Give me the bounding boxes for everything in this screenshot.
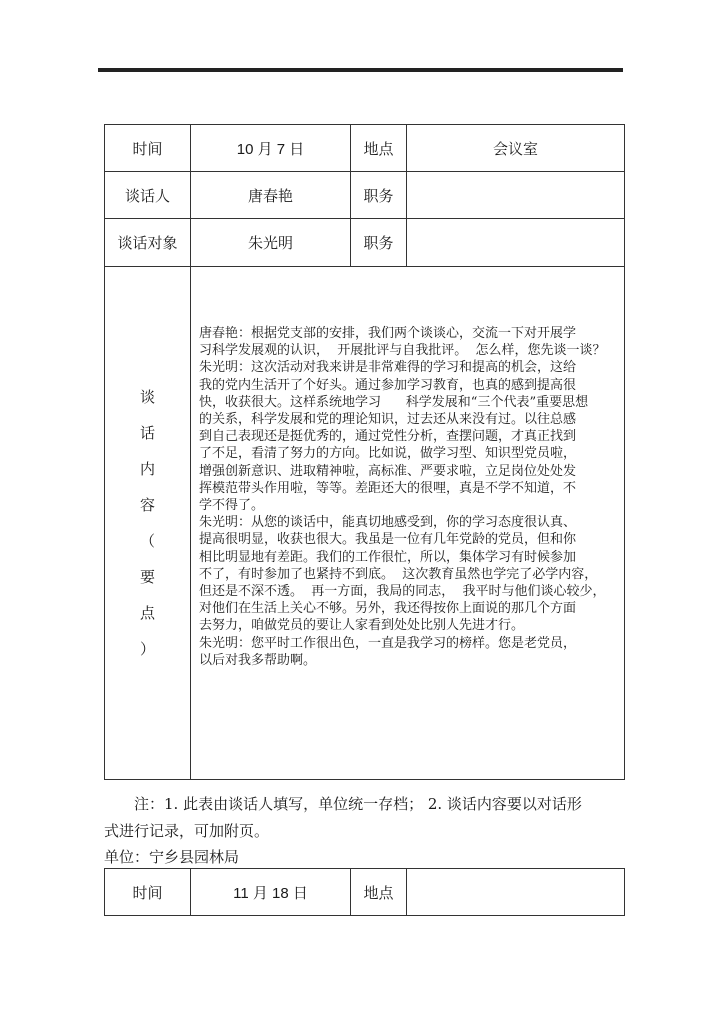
target-post-value: [407, 219, 625, 267]
place-value: 会议室: [407, 125, 625, 172]
conversation-line: 朱光明：您平时工作很出色，一直是我学习的榜样。您是老党员，: [199, 635, 577, 651]
target-value: 朱光明: [191, 219, 351, 267]
conversation-line: 但还是不深不透。 再一方面，我局的同志， 我平时与他们谈心较少，: [199, 584, 606, 600]
header-rule: [98, 68, 623, 72]
conversation-text: [191, 267, 624, 669]
content-label-char: ）: [139, 640, 155, 658]
talk-record-table-2: [104, 868, 625, 916]
footnote-line: 注：1. 此表由谈话人填写，单位统一存档； 2. 谈话内容要以对话形: [134, 795, 582, 813]
content-label-char: 要: [139, 568, 155, 586]
footnote-line: 式进行记录，可加附页。: [104, 822, 270, 840]
conversation-line: 朱光明：从您的谈话中，能真切地感受到，你的学习态度很认真、: [199, 515, 577, 531]
content-label: [105, 379, 190, 667]
content-label-char: （: [139, 532, 155, 550]
conversation-line: 不了，有时参加了也紧持不到底。 这次教育虽然也学完了必学内容，: [199, 566, 598, 582]
conversation-line: 快，收获很大。这样系统地学习 科学发展和“三个代表”重要思想: [199, 394, 589, 410]
place-label: 地点: [351, 869, 407, 916]
table-row: [105, 219, 625, 267]
target-post-label: 职务: [351, 219, 407, 267]
unit-name: 单位：宁乡县园林局: [104, 848, 240, 866]
content-label-char: 容: [139, 496, 155, 514]
conversation-line: 增强创新意识、进取精神啦，高标准、严要求啦，立足岗位处处发: [199, 463, 577, 479]
speaker-post-value: [407, 172, 625, 219]
speaker-label: 谈话人: [105, 172, 191, 219]
place-value: [407, 869, 625, 916]
conversation-line: 我的党内生活开了个好头。通过参加学习教育，也真的感到提高很: [199, 377, 577, 393]
time-label: 时间: [105, 125, 191, 172]
table-row: [105, 172, 625, 219]
speaker-post-label: 职务: [351, 172, 407, 219]
speaker-value: 唐春艳: [191, 172, 351, 219]
conversation-line: 对他们在生活上关心不够。另外，我还得按你上面说的那几个方面: [199, 601, 577, 617]
table-row: [105, 267, 625, 780]
conversation-line: 挥模范带头作用啦，等等。差距还大的很哩，真是不学不知道，不: [199, 480, 577, 496]
conversation-line: 相比明显地有差距。我们的工作很忙，所以，集体学习有时候参加: [199, 549, 577, 565]
footnote: [104, 791, 624, 845]
time-value: 11 月 18 日: [191, 869, 351, 916]
conversation-line: 以后对我多帮助啊。: [199, 652, 317, 668]
content-label-char: 话: [139, 424, 155, 442]
table-row: [105, 869, 625, 916]
content-cell: [191, 267, 625, 780]
conversation-line: 了不足，看清了努力的方向。比如说，做学习型、知识型党员啦，: [199, 446, 577, 462]
content-label-char: 点: [139, 604, 155, 622]
content-label-char: 内: [139, 460, 155, 478]
target-label: 谈话对象: [105, 219, 191, 267]
time-label: 时间: [105, 869, 191, 916]
content-label-cell: [105, 267, 191, 780]
time-value: 10 月 7 日: [191, 125, 351, 172]
conversation-line: 唐春艳：根据党支部的安排，我们两个谈谈心，交流一下对开展学: [199, 326, 577, 341]
conversation-line: 朱光明：这次活动对我来讲是非常难得的学习和提高的机会，这给: [199, 360, 577, 376]
conversation-line: 到自己表现还是挺优秀的，通过党性分析，查摆问题，才真正找到: [199, 429, 577, 445]
conversation-line: 的关系，科学发展和党的理论知识，过去还从来没有过。以往总感: [199, 412, 577, 428]
conversation-line: 提高很明显，收获也很大。我虽是一位有几年党龄的党员，但和你: [199, 532, 577, 548]
content-label-char: 谈: [139, 388, 155, 406]
place-label: 地点: [351, 125, 407, 172]
conversation-line: 去努力，咱做党员的要让人家看到处处比别人先进才行。: [199, 618, 525, 634]
talk-record-table: [104, 124, 625, 780]
conversation-line: 习科学发展观的认识， 开展批评与自我批评。 怎么样，您先谈一谈？: [199, 343, 606, 359]
conversation-line: 学不得了。: [199, 498, 265, 514]
table-row: [105, 125, 625, 172]
